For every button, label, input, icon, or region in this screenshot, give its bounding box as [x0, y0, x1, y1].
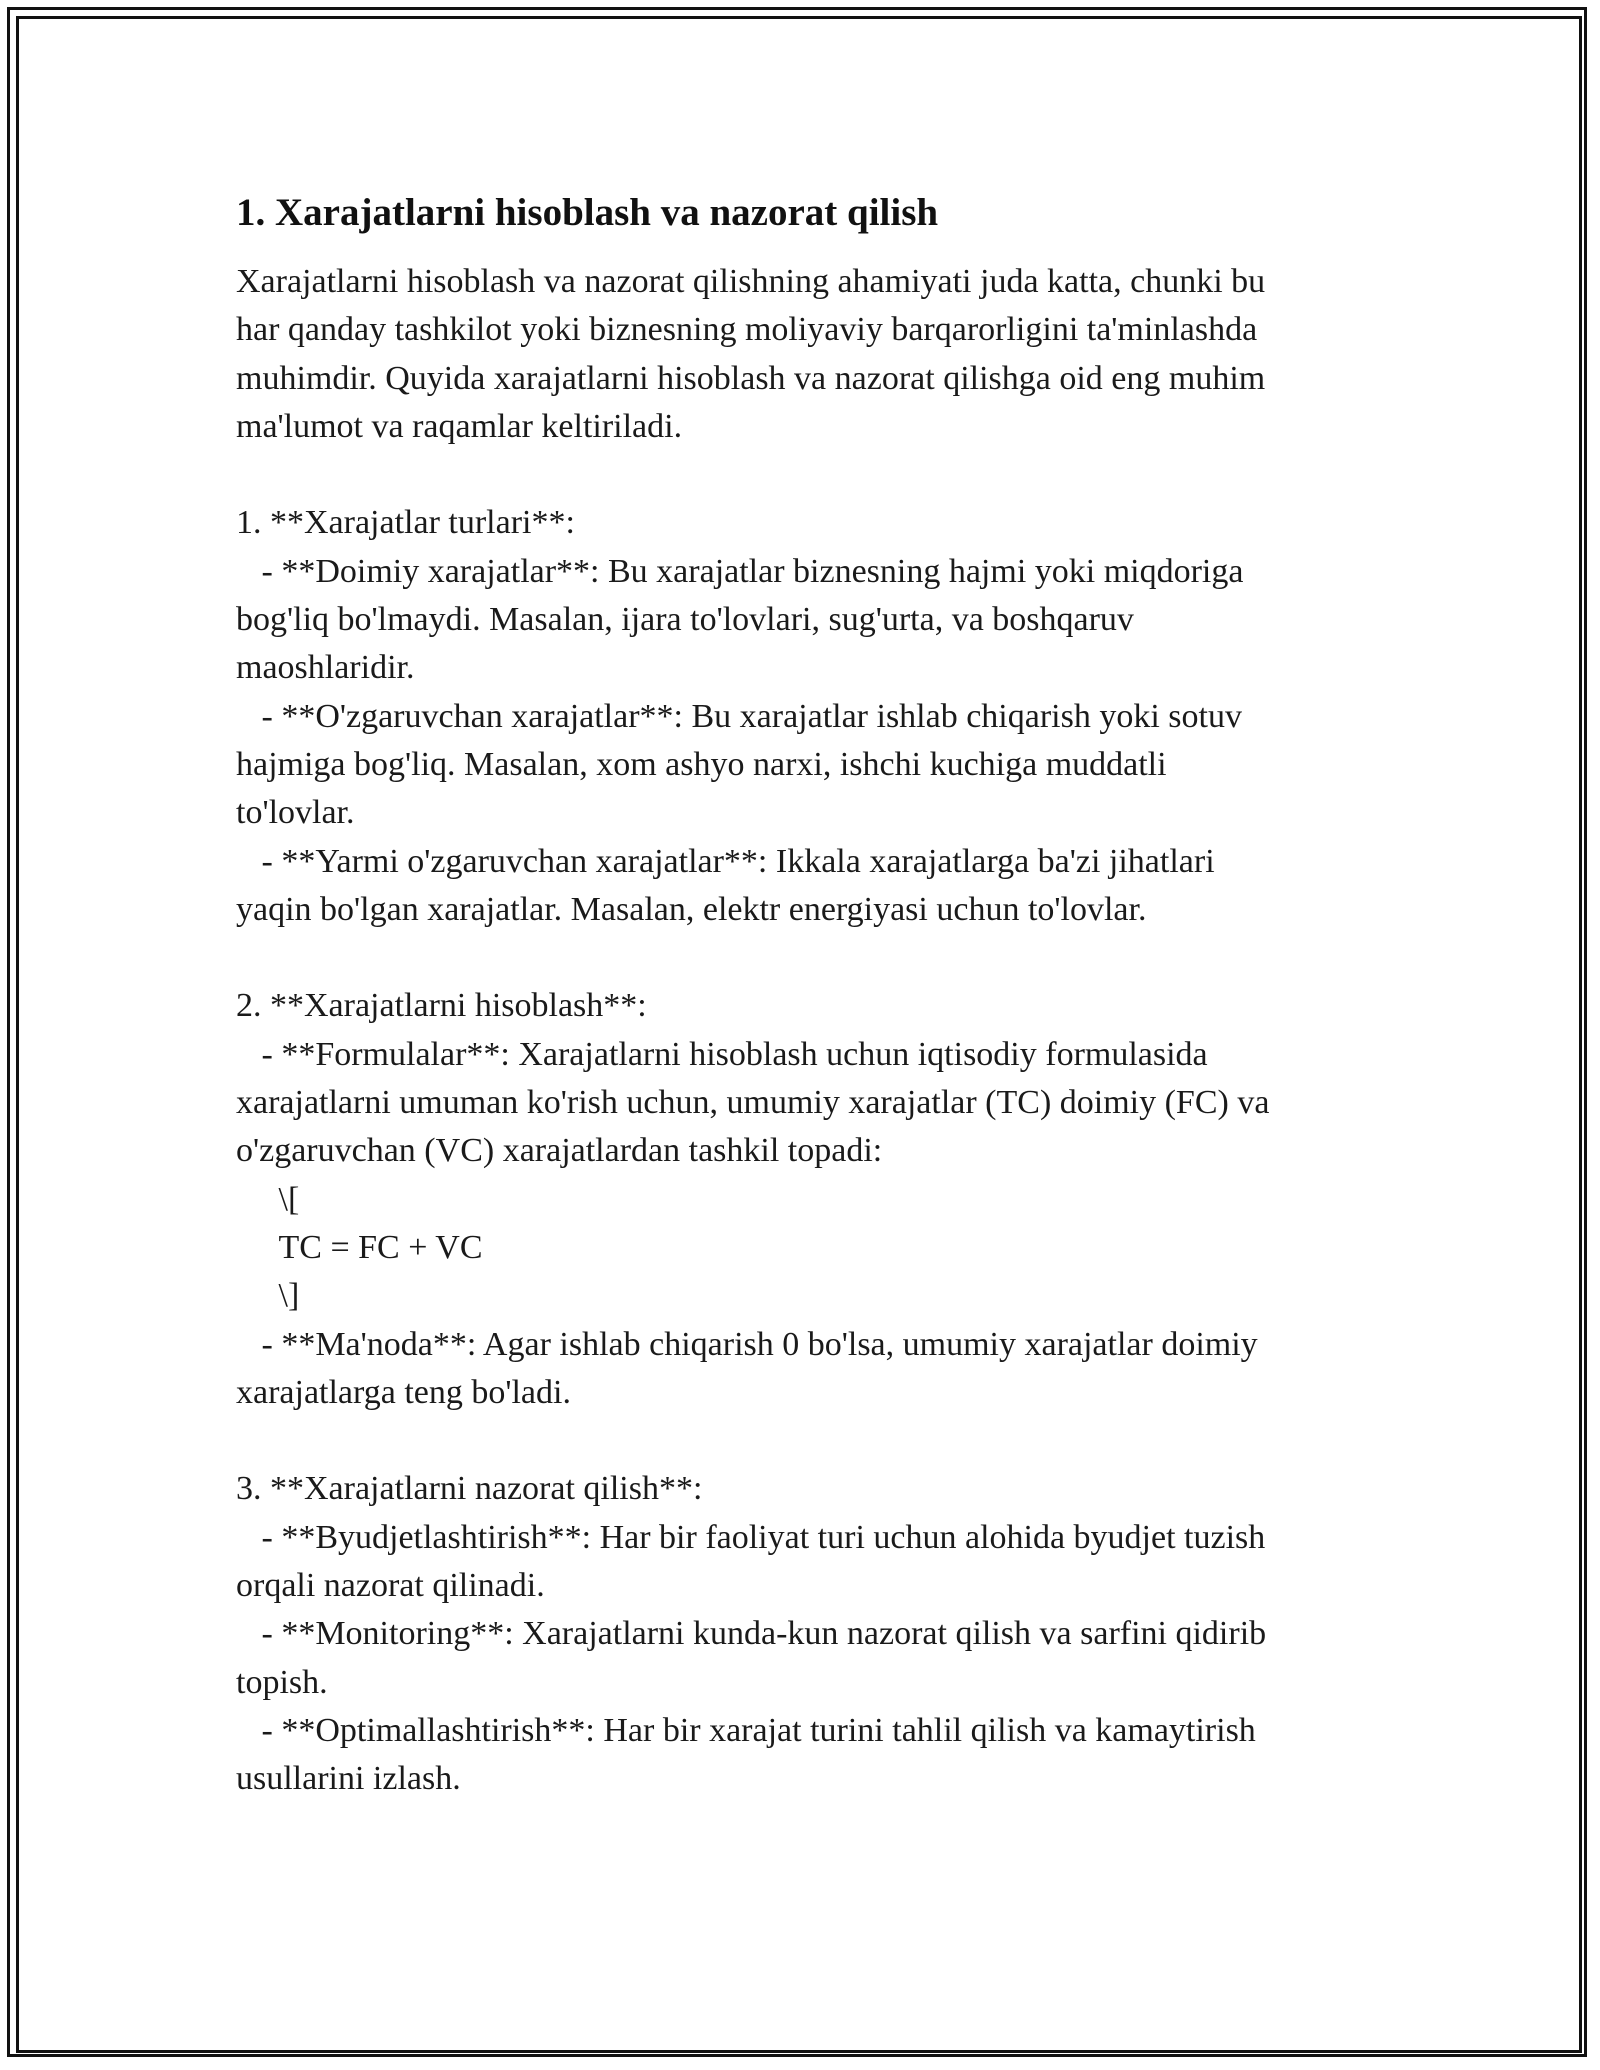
text-line: maoshlaridir.	[236, 649, 415, 687]
text-line: - **Yarmi o'zgaruvchan xarajatlar**: Ikkala xarajatlarga ba'zi jihatlari	[236, 842, 1215, 880]
text-line: yaqin bo'lgan xarajatlar. Masalan, elektr energiyasi uchun to'lovlar.	[236, 890, 1147, 928]
text-line: - **Doimiy xarajatlar**: Bu xarajatlar biznesning hajmi yoki miqdoriga	[236, 552, 1244, 590]
document-text	[236, 258, 1386, 1804]
text-line: xarajatlarni umuman ko'rish uchun, umumiy xarajatlar (TC) doimiy (FC) va	[236, 1084, 1270, 1122]
blank-line	[236, 1417, 1386, 1465]
text-line: 1. **Xarajatlar turlari**:	[236, 504, 575, 542]
text-line: muhimdir. Quyida xarajatlarni hisoblash va nazorat qilishga oid eng muhim	[236, 359, 1266, 397]
text-line: - **Optimallashtirish**: Har bir xarajat turini tahlil qilish va kamaytirish	[236, 1711, 1256, 1749]
text-line: usullarini izlash.	[236, 1760, 461, 1798]
blank-line	[236, 451, 1386, 499]
text-line: Xarajatlarni hisoblash va nazorat qilishning ahamiyati juda katta, chunki bu	[236, 263, 1266, 300]
text-line: 2. **Xarajatlarni hisoblash**:	[236, 987, 647, 1025]
text-line: orqali nazorat qilinadi.	[236, 1567, 545, 1605]
text-line: - **Monitoring**: Xarajatlarni kunda-kun nazorat qilish va sarfini qidirib	[236, 1615, 1267, 1653]
text-line: hajmiga bog'liq. Masalan, xom ashyo narxi, ishchi kuchiga muddatli	[236, 745, 1167, 783]
blank-line	[236, 934, 1386, 982]
document-body	[236, 186, 1386, 1804]
text-line: o'zgaruvchan (VC) xarajatlardan tashkil topadi:	[236, 1132, 883, 1170]
text-line: \[	[236, 1180, 300, 1218]
text-line: \]	[236, 1277, 300, 1315]
text-line: xarajatlarga teng bo'ladi.	[236, 1373, 571, 1411]
text-line: - **Byudjetlashtirish**: Har bir faoliyat turi uchun alohida byudjet tuzish	[236, 1518, 1266, 1556]
text-line: topish.	[236, 1663, 328, 1701]
text-line: har qanday tashkilot yoki biznesning moliyaviy barqarorligini ta'minlashda	[236, 311, 1258, 349]
text-line: ma'lumot va raqamlar keltiriladi.	[236, 407, 683, 445]
text-line: to'lovlar.	[236, 794, 355, 832]
text-line: TC = FC + VC	[236, 1228, 483, 1266]
text-line: bog'liq bo'lmaydi. Masalan, ijara to'lovlari, sug'urta, va boshqaruv	[236, 601, 1134, 639]
document-title: 1. Xarajatlarni hisoblash va nazorat qilish	[236, 191, 939, 234]
text-line: - **Ma'noda**: Agar ishlab chiqarish 0 bo'lsa, umumiy xarajatlar doimiy	[236, 1325, 1258, 1363]
text-line: - **O'zgaruvchan xarajatlar**: Bu xarajatlar ishlab chiqarish yoki sotuv	[236, 697, 1242, 735]
text-line: 3. **Xarajatlarni nazorat qilish**:	[236, 1470, 703, 1508]
text-line: - **Formulalar**: Xarajatlarni hisoblash uchun iqtisodiy formulasida	[236, 1035, 1208, 1073]
